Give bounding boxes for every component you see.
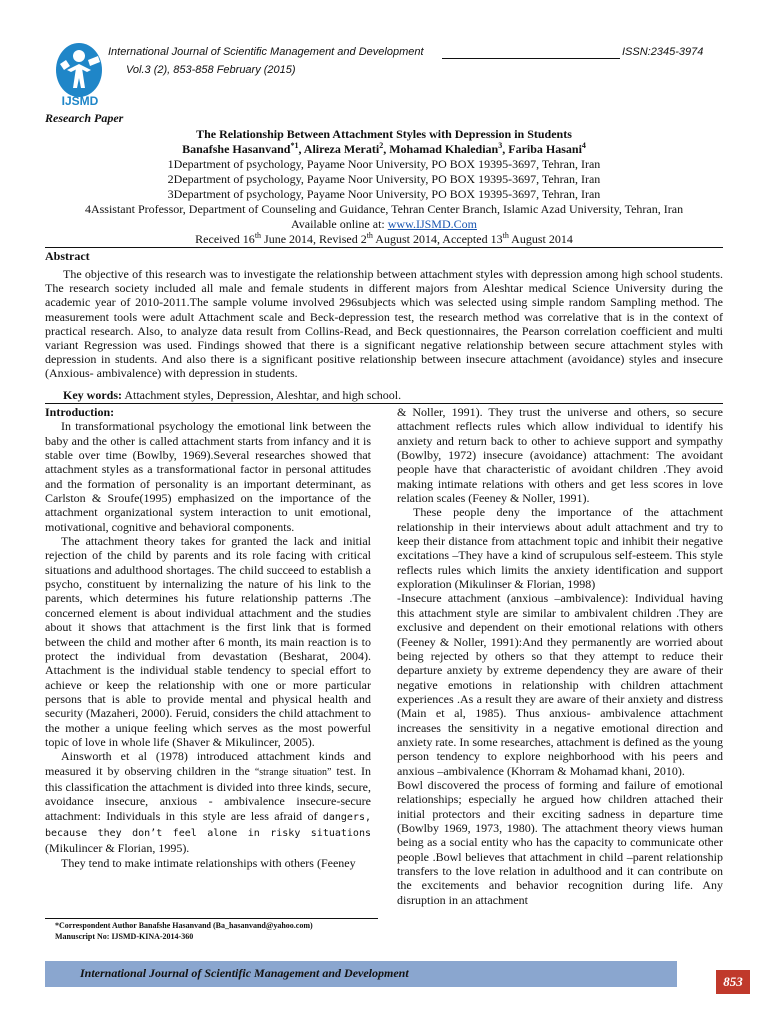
- right-column: [397, 405, 723, 907]
- abstract-top-rule: [45, 247, 723, 248]
- abstract-text: The objective of this research was to investigate the relationship between attachment styles with depression among high school students. The research society included all male and female students in different majors from Aleshtar medical Science University during the academic year of 2010-2011.The sample volume involved 296subjects which was selected using simple random Sampling method. The measurement tools were adult Attachment scale and Beck-depression test, the research method was correlative that is in the context of practical research. Also, to analyze data result from Collins-Read, and Beck questionnaires, the Pearson correlation coefficient and multi variant Regression was used. Findings showed that there is a significant negative relationship between secure attachment styles with depression in students. And also there is a significant positive relationship between insecure attachment (avoidance) styles and insecure (Anxious- ambivalence) with depression in students.: [45, 267, 723, 381]
- affiliation-1: 1Department of psychology, Payame Noor University, PO BOX 19395-3697, Tehran, Iran: [167, 157, 601, 171]
- author-3: , Mohamad Khaledian: [383, 142, 499, 156]
- intro-paragraph-4: They tend to make intimate relationships with others (Feeney: [61, 855, 356, 870]
- availability-line: [45, 217, 723, 233]
- author-2: , Alireza Merati: [298, 142, 380, 156]
- affiliation-4: 4Assistant Professor, Department of Counseling and Guidance, Tehran Center Branch, Islamic Azad University, Tehran, Iran: [84, 202, 684, 216]
- received-dates: [45, 232, 723, 248]
- footnote: [55, 920, 313, 942]
- author-4-sup: 4: [581, 141, 586, 150]
- right-paragraph-1: & Noller, 1991). They trust the universe and others, so secure attachment reflects rules which allow individual to identify his anxiety and return back to other to achieve support and sympathy (Bowlby, 1972) insecure (avoidance) attachment: The avoidant people have that characteristic of avoidant children .They avoid making intimate relations with others and get less scores in love relation scales (Feeney & Noller, 1991).: [397, 405, 723, 506]
- header-volume: Vol.3 (2), 853-858 February (2015): [126, 64, 296, 76]
- journal-url-link[interactable]: www.IJSMD.Com: [387, 217, 477, 231]
- keywords-text: Attachment styles, Depression, Aleshtar, and high school.: [122, 388, 402, 402]
- accepted-sup: th: [502, 231, 509, 240]
- correspondent-author: *Correspondent Author Banafshe Hasanvand (Ba_hasanvand@yahoo.com): [55, 921, 313, 930]
- paper-type: Research Paper: [45, 111, 124, 125]
- right-paragraph-4: Bowl discovered the process of forming and failure of emotional relationships; especially he argued how children attached their initial protectors and their exciting sadness in departure time (Bowlby 1969, 1973, 1980). The attachment theory views human being as a social entity who has the capacity to communicate other people .Bowl believes that attachment in child –parent relationship transfers to the love relation in adulthood and it can contribute on the excitements and behavior recognition during life. Any disruption in an attachment: [397, 777, 723, 907]
- affiliation-3: 3Department of psychology, Payame Noor University, PO BOX 19395-3697, Tehran, Iran: [167, 187, 601, 201]
- author-list: [45, 142, 723, 158]
- author-4: , Fariba Hasani: [502, 142, 582, 156]
- para3-quote: “strange situation”: [254, 766, 332, 778]
- para3-text-b: test. In this classification the attachment is divided into three kinds, secure, avoidance insecure, anxious - ambivalence insecure-secure attachment: Individuals in this style are less afraid of: [45, 763, 371, 823]
- para3-text-c: (Mikulincer & Florian, 1995).: [45, 841, 190, 856]
- available-label: Available online at:: [291, 217, 388, 231]
- para3-mono-text: dangers, because they don’t feel alone in risky situations: [45, 811, 371, 839]
- intro-paragraph-2: The attachment theory takes for granted the lack and initial rejection of the child by parents and its role facing with critical situations and adulthood shortages. The child succeed to establish a psycho, constituent by internalizing the nature of his link to the parents, which determines his future relationship patterns .The concerned element is about individual attachment and the studies about it shows that attachment is the first link that is formed between the child and mother after 6 month, its main reaction is to protect the individual from devastation (Besharat, 2004). Attachment is the individual stable tendency to special effort to achieve or keep the relationship with one or more particular persons that is able to provide mental and physical health and security (Mazaheri, 2000). Feruid, considers the child attachment to the mother a unique feeling which serves as the most powerful topic of love in whole life (Shaver & Mikulincer, 2005).: [45, 534, 371, 749]
- right-paragraph-3: -Insecure attachment (anxious –ambivalence): Individual having this attachment style are similar to ambivalent children .They are exclusive and dependent on their emotional relations with others (Feeney & Noller, 1991):And they permanently are worried about being rejected by others so that they attempt to reduce their departure anxiety by extreme dependency they are aware of their negative emotions in relationship with children attachment experiences .As a result they are aware of their anxiety and distress (Main et al, 1985). Thus anxious- ambivalence attachment increases the sensitivity in a negative emotional direction and anxiety rate. In some researches, attachment is defined as the young person tendency to explore neighborhood with his peers and anxious –ambivalence (Khorram & Mohamad khani, 2010).: [397, 591, 723, 778]
- abstract-bottom-rule: [45, 403, 723, 404]
- keywords-label: Key words:: [63, 388, 122, 402]
- footnote-rule: [45, 918, 378, 919]
- header-journal-name: International Journal of Scientific Management and Development: [108, 46, 424, 58]
- paper-title: The Relationship Between Attachment Styles with Depression in Students: [196, 127, 572, 141]
- received-sup: th: [254, 231, 262, 240]
- accepted-date: August 2014, Accepted 13: [372, 232, 503, 246]
- author-2-sup: 2: [379, 141, 384, 150]
- para3-text-a: Ainsworth et al (1978) introduced attachment kinds and measured it by observing children in the: [45, 749, 371, 778]
- keywords: [63, 388, 401, 403]
- abstract-heading: Abstract: [45, 249, 90, 263]
- author-1: Banafshe Hasanvand: [182, 142, 291, 156]
- journal-logo: [50, 40, 108, 112]
- received-date: Received 16: [195, 232, 255, 246]
- logo-text: IJSMD: [61, 94, 99, 108]
- right-paragraph-2: These people deny the importance of the attachment relationship in their interviews about adult attachment and try to keep their distance from attachment topic and inhibit their negative excitations –They have a kind of scrupulous self-esteem. This style reflects rules which limits the anxiety identification and support exploration (Mikulinser & Florian, 1998): [397, 505, 723, 592]
- left-column: [45, 405, 371, 870]
- introduction-heading: Introduction:: [45, 405, 115, 419]
- intro-paragraph-1: In transformational psychology the emotional link between the baby and the other is called attachment starts from infancy and it is stable over time (Bowlby, 1969).Several researches showed that attachment styles as a transformational factor in personal attitudes and the formation of personality is an important determinant, as Carlston & Sroufe(1995) emphasized on the importance of the attachment organizational system interaction to unit emotional, motivational, cognitive and behavioral components.: [45, 419, 371, 534]
- header-rule: [442, 58, 620, 59]
- page-number-badge: 853: [716, 970, 750, 994]
- manuscript-number: Manuscript No: IJSMD-KINA-2014-360: [55, 932, 194, 941]
- accepted-date-end: August 2014: [508, 232, 573, 246]
- affiliation-2: 2Department of psychology, Payame Noor University, PO BOX 19395-3697, Tehran, Iran: [167, 172, 601, 186]
- intro-paragraph-3: [45, 749, 371, 855]
- author-1-sup: *1: [290, 141, 299, 150]
- revised-date: June 2014, Revised 2: [261, 232, 367, 246]
- header-issn: ISSN:2345-3974: [622, 46, 704, 58]
- revised-sup: th: [366, 231, 373, 240]
- author-3-sup: 3: [498, 141, 503, 150]
- footer-journal-name: International Journal of Scientific Management and Development: [80, 966, 409, 980]
